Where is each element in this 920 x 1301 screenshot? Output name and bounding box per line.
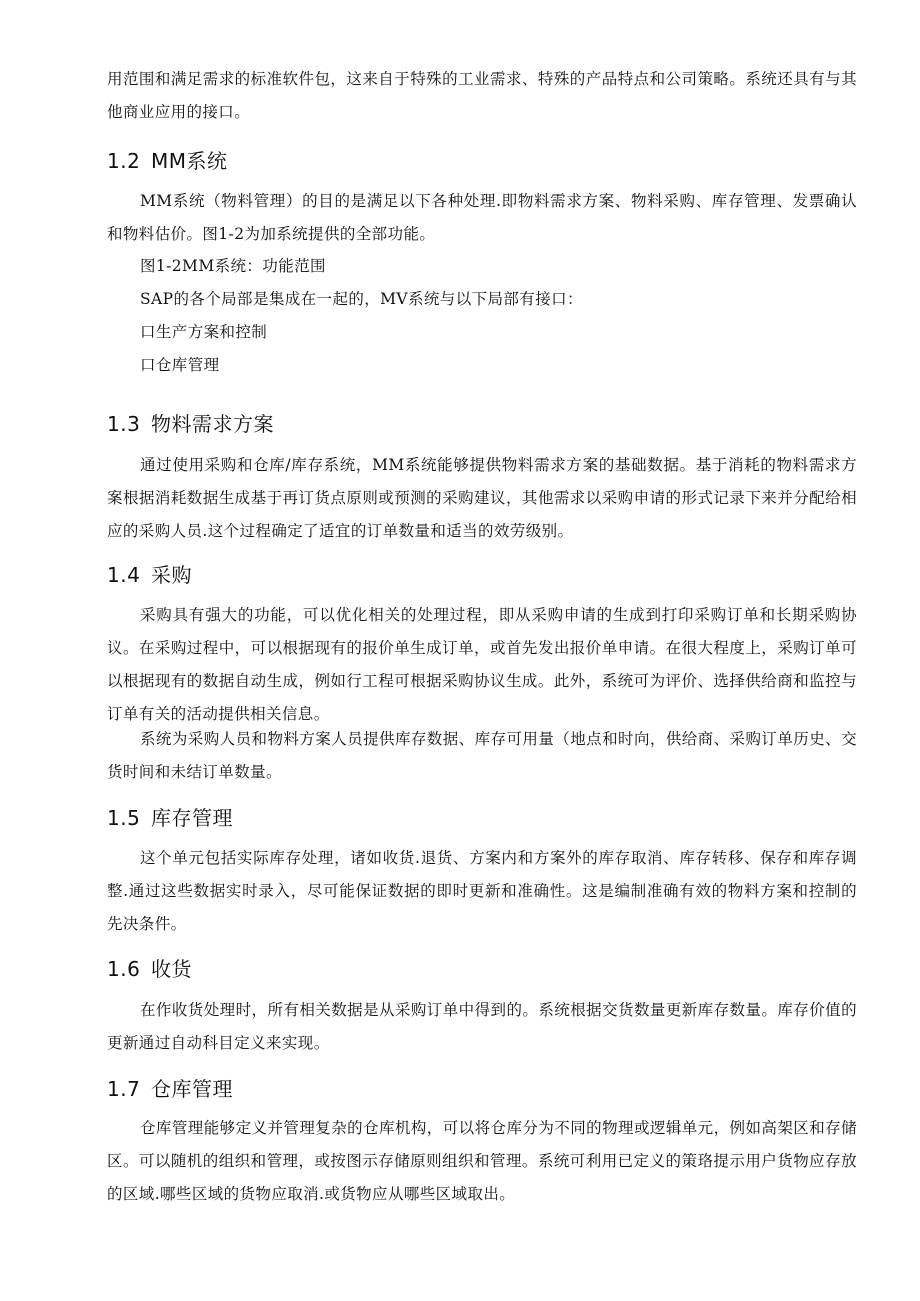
section-1-3-paragraph-1: 通过使用采购和仓库/库存系统，MM系统能够提供物料需求方案的基础数据。基于消耗的物料需求方案根据消耗数据生成基于再订货点原则或预测的采购建议，其他需求以采购申请的形式记录下来并分配给相应的采购人员.这个过程确定了适宜的订单数量和适当的效劳级别。 xyxy=(107,456,857,540)
section-1-6-paragraph-1: 在作收货处理时，所有相关数据是从采购订单中得到的。系统根据交货数量更新库存数量。库存价值的更新通过自动科目定义来实现。 xyxy=(107,1001,857,1052)
section-title: 采购 xyxy=(151,563,192,587)
section-title: 库存管理 xyxy=(151,806,233,830)
section-heading-1-2 xyxy=(107,147,228,175)
section-number: 1.5 xyxy=(107,806,141,830)
section-1-7-paragraph-1: 仓库管理能够定义并管理复杂的仓库机构，可以将仓库分为不同的物理或逻辑单元，例如高架区和存储区。可以随机的组织和管理，或按图示存储原则组织和管理。系统可利用已定义的策珞提示用户货物应存放的区域.哪些区域的货物应取消.或货物应从哪些区域取出。 xyxy=(107,1119,857,1203)
list-item-production: 口生产方案和控制 xyxy=(140,323,268,341)
section-heading-1-7 xyxy=(107,1075,233,1103)
section-number: 1.3 xyxy=(107,412,141,436)
section-1-2-paragraph-2: SAP的各个局部是集成在一起的，MV系统与以下局部有接口： xyxy=(140,290,583,308)
section-title: MM系统 xyxy=(151,149,228,173)
section-title: 仓库管理 xyxy=(151,1077,233,1101)
figure-caption: 图1-2MM系统：功能范围 xyxy=(140,257,326,275)
intro-paragraph: 用范围和满足需求的标准软件包，这来自于特殊的工业需求、特殊的产品特点和公司策略。系统还具有与其他商业应用的接口。 xyxy=(107,70,857,121)
list-item-warehouse: 口仓库管理 xyxy=(140,356,220,374)
section-1-2-paragraph-1: MM系统（物料管理）的目的是满足以下各种处理.即物料需求方案、物料采购、库存管理、发票确认和物料估价。图1-2为加系统提供的全部功能。 xyxy=(107,192,857,243)
section-heading-1-5 xyxy=(107,804,233,832)
section-title: 物料需求方案 xyxy=(151,412,274,436)
section-number: 1.4 xyxy=(107,563,141,587)
section-heading-1-3 xyxy=(107,410,274,438)
section-heading-1-4 xyxy=(107,561,192,589)
section-number: 1.2 xyxy=(107,149,141,173)
section-number: 1.6 xyxy=(107,957,141,981)
section-1-5-paragraph-1: 这个单元包括实际库存处理，诸如收货.退货、方案内和方案外的库存取消、库存转移、保存和库存调整.通过这些数据实时录入，尽可能保证数据的即时更新和准确性。这是编制准确有效的物料方案和控制的先决条件。 xyxy=(107,849,857,933)
section-1-4-paragraph-2: 系统为采购人员和物料方案人员提供库存数据、库存可用量（地点和时向，供给商、采购订单历史、交货时间和未结订单数量。 xyxy=(107,730,857,781)
section-1-4-paragraph-1: 采购具有强大的功能，可以优化相关的处理过程，即从采购申请的生成到打印采购订单和长期采购协议。在采购过程中，可以根据现有的报价单生成订单，或首先发出报价单申请。在很大程度上，采购订单可以根据现有的数据自动生成，例如行工程可根据采购协议生成。此外，系统可为评价、选择供给商和监控与订单有关的活动提供相关信息。 xyxy=(107,606,857,723)
section-title: 收货 xyxy=(151,957,192,981)
section-number: 1.7 xyxy=(107,1077,141,1101)
section-heading-1-6 xyxy=(107,955,192,983)
